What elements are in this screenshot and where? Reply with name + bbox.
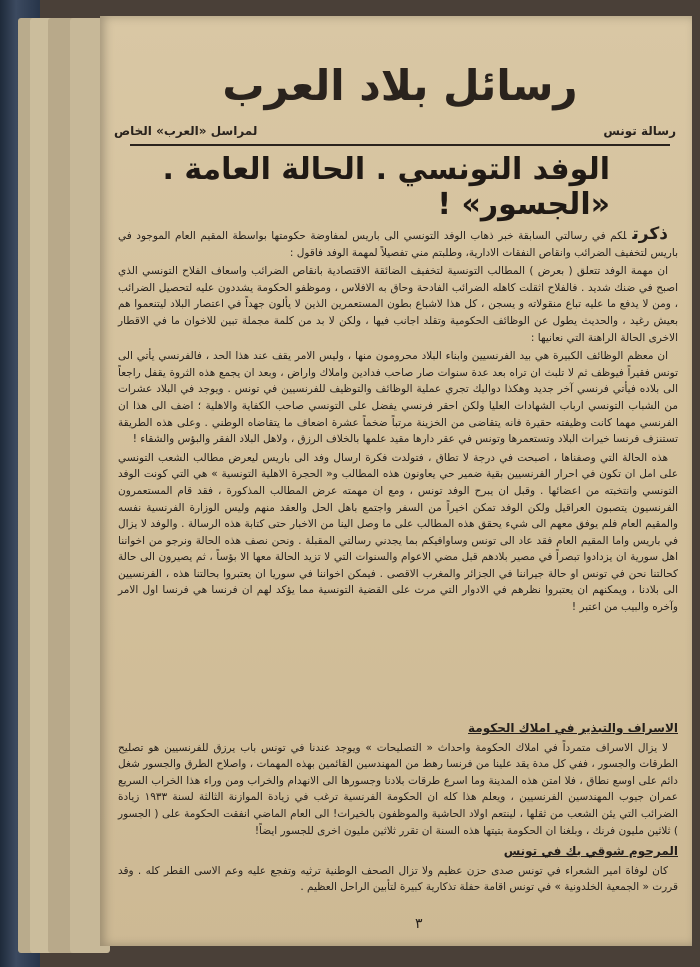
correspondent-label: لمراسل «العرب» الخاص	[114, 124, 258, 138]
paragraph: ان معظم الوظائف الكبيرة هي بيد الفرنسيين وابناء البلاد محرومون منها ، وليس الامر يقف عند هذا الحد ، فالفرنسي يأتي الى تونس فقيراً فيوظف ثم لا تلبث ان تراه بعد عدة سنوات صار صاحب فدادين واملاك واراض ، وبعد ان يجمع هذه الثروة يقفل راجعاً الى بلاده فيأتي فرنسي آخر جديد وهكذا دواليك تجري عملية الوظائف والتوظيف للفرنسيين في تونس . ويوجد في البلاد عشرات من الشباب التونسي ارباب الشهادات العليا ولكن احقر فرنسي يفضل على التونسي صاحب الكفاية والاهلية ؛ اضف الى هذا ان الفرنسي مهما كانت وظيفته حقيرة فانه يتقاضى من الخزينة مرتباً ضخماً عشرة اضعاف ما يتقاضاه الوطني . وعلى هذه الطريقة تستنزف فرنسا خيرات البلاد وتستعمرها وتونس في عقر دارها مقيد علمها بالخلاف الرزق ، ولاهل البلاد الفقر والبؤس والشقاء !	[118, 350, 678, 446]
paragraph: ذكرتلكم في رسالتي السابقة خبر ذهاب الوفد التونسي الى باريس لمفاوضة حكومتها بواسطة المقيم العام الموجود في باريس لتخفيف الضرائب وانقاص النفقات الادارية، وطلبتم مني تفصيلاً لمهمة الوفد فاقول :	[118, 224, 678, 259]
masthead: رسائل بلاد العرب	[222, 61, 578, 110]
article-body-2	[118, 716, 678, 916]
headline: الوفد التونسي . الحالة العامة . «الجسور» !	[162, 152, 610, 222]
divider	[130, 144, 670, 146]
paragraph: كان لوفاة امير الشعراء في تونس صدى حزن عظيم ولا تزال الصحف الوطنية ترثيه وتفجع عليه وعم الاسى القطر كله . وقد قررت « الجمعية الخلدونية » في تونس اقامة حفلة تذكارية كبيرة لتأبين الراحل العظيم .	[118, 864, 678, 894]
paragraph: هذه الحالة التي وصفناها ، اصبحت في درجة لا تطاق ، فتولدت فكرة ارسال وفد الى باريس ليعرض مطالب الشعب التونسي على امل ان تكون في احرار الفرنسيين بقية ضمير حي يعاونون هذه المطالب و« الحجرة الاهلية التونسية » هي التي كونت الوفد التونسي وانتخبته من اعضائها . وقبل ان يبرح الوفد تونس ، ومع ان مهمته عرض المطالب المذكورة ، فقد قام المستعمرون الفرنسيون يتصبون العراقيل ولكن الوفد تمكن اخيراً من السفر واجتمع باهل الحل والعقد منهم وليس الوزارة الفرنسية نفسه والمقيم العام فلم يوفق معهم الى شيء يحقق هذه المطالب على ما وصل الينا من الاخبار حتى كتابة هذه الرسالة . والوفد لا يزال في باريس واما المقيم العام فقد عاد الى تونس وساوافيكم بما يجدني رسالتي المقبلة . ونحن نصف هذه الحالة ونرجو من اخواننا اهل سورية ان يزدادوا تبصراً في مصير بلادهم قبل مضي الاعوام والسنوات التي لا تزيد الحالة معها الا بؤساً ، ثم يصيرون الى حالة كحالتنا نحن في تونس او حالة جيراننا في الجزائر والمغرب الاقصى . فيمكن اخواننا في سوريا ان يعتبروا بحالتنا هذه ، الفرنسيين الى بلادنا ، ويمكنهم ان يعتبروا نظرهم في الادوار التي مرت على القضية التونسية مما يؤكد لهم ان فرنسا هي فرنسا اول الامر وآخره والبيب من اعتبر !	[118, 451, 678, 614]
paragraph: ان مهمة الوفد تتعلق ( بعرض ) المطالب التونسية لتخفيف الضائقة الاقتصادية بانقاص الضرائب واسعاف الفلاح التونسي الذي اصبح في ضنك شديد . فالفلاح اثقلت كاهله الضرائب الفادحة وحاق به الافلاس ، وموظفو الحكومة يشددون عليه لتحصيل الضرائب ، ومن لا يدفع ما عليه تباع منقولاته و يسجن ، كل هذا لاشباع بطون المستعمرين الذين لا يألون جهداً في اعتصار البلاد ليتنعموا هم بعيش رغيد ، والحديث يطول عن الوظائف الحكومية وتقلد اجانب فيها ، ولكن لا بد من كلمة مجملة تبين للاخوان ما في الاقطار الاخرى الحالة الراهنة التي نعانيها :	[118, 265, 678, 344]
subheading: المرحوم شوقي بك في تونس	[503, 844, 678, 859]
lead-word: ذكرت	[632, 224, 668, 244]
section-label: رسالة تونس	[603, 124, 676, 138]
article-body	[118, 226, 678, 656]
subheading: الاسراف والتبذير في املاك الحكومة	[468, 721, 678, 735]
page-number: ٣	[415, 916, 423, 932]
paragraph: لا يزال الاسراف متمرداً في املاك الحكومة واحداث « التصليحات » ويوجد عندنا في تونس باب يرزق للفرنسيين هو تصليح الطرقات والجسور ، ففي كل مدة يقد علينا من فرنسا رهط من المهندسين القائمين بهذه المهمات ، واصلاح الطرق والجسور شغل دائم على اوسع نطاق ، فلا امتن هذه المدينة وما اسرع طرقات بلادنا وجسورها الى الانهدام والخراب ومن وراء هذا الخراب السريع عمران جيوب المهندسين الفرنسيين ، ويعلم هذا كله ان الحكومة الفرنسية ترغب في زيادة الموازنة الثالثة لسنة ١٩٣٣ زيادة الضرائب التي يئن الشعب من ثقلها ، لينتعم اولاد الحاشية والموظفون بالخيرات! الى العام الماضي انفقت الحكومة على ( الجسور ) ثلاثين مليون فرنك ، وبلغنا ان الحكومة بتيتها هذه السنة ان تقرر ثلاثين مليون اخرى للجسور ايضاً!	[118, 741, 678, 837]
newspaper-page	[100, 16, 692, 946]
